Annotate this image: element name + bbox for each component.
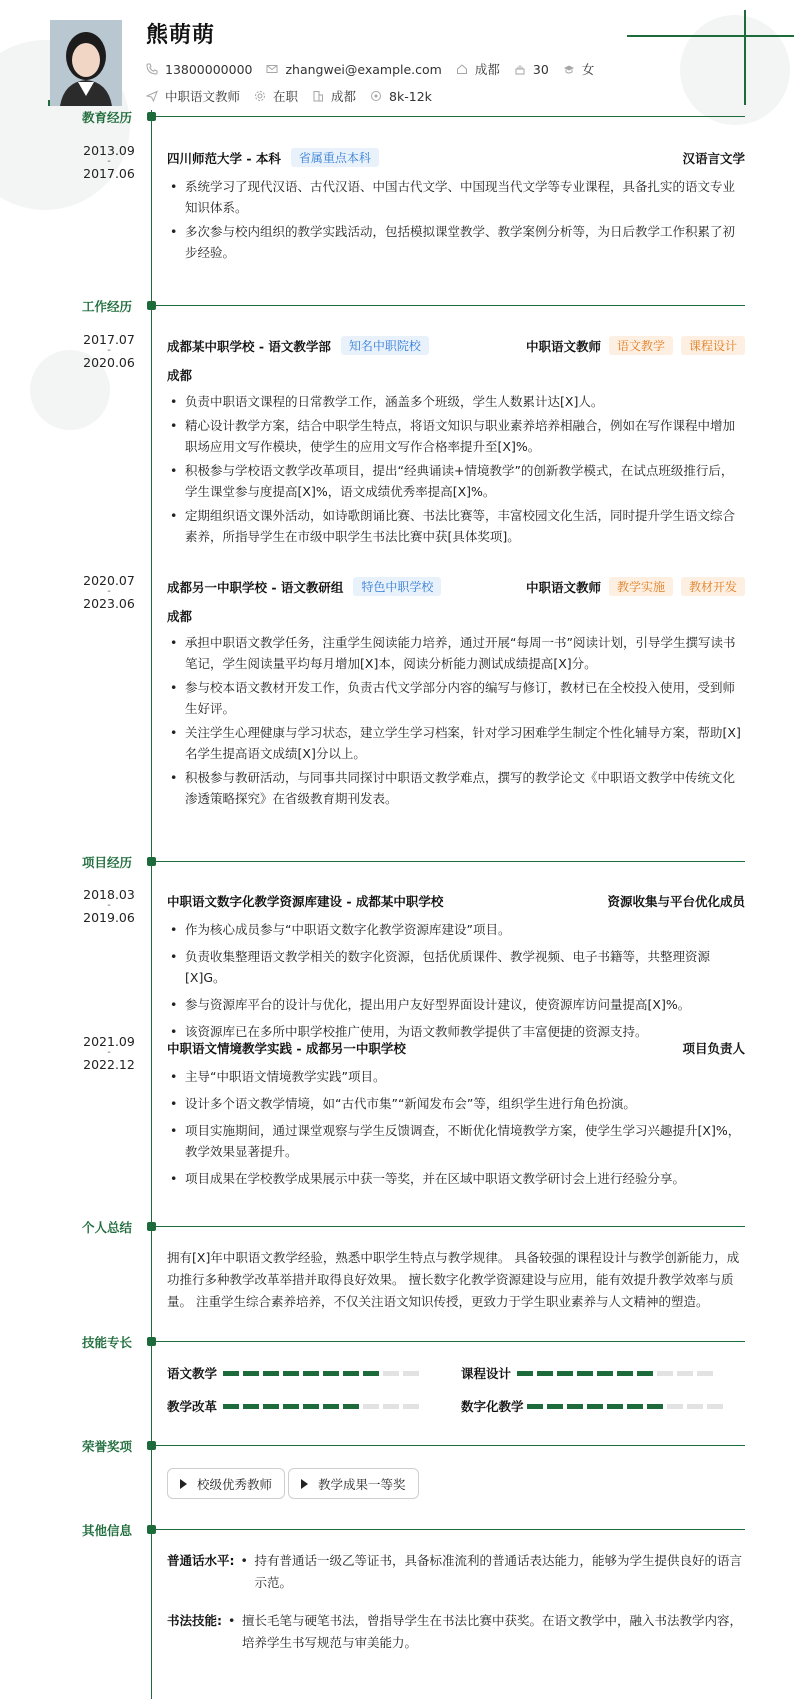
honor-label: 教学成果一等奖	[318, 1476, 406, 1492]
skill-level-segment	[607, 1404, 623, 1409]
date-separator: -	[107, 156, 111, 167]
section-summary-header	[0, 1218, 794, 1238]
email-text: zhangwei@example.com	[285, 61, 442, 77]
section-title: 工作经历	[82, 299, 133, 314]
org-tag: 知名中职院校	[341, 336, 429, 355]
contact-row	[146, 60, 594, 78]
section-marker	[147, 857, 156, 866]
org-name: 成都某中职学校 - 语文教学部	[167, 338, 331, 354]
coin-icon	[370, 90, 382, 102]
project-entry-header	[167, 892, 745, 910]
list-item: • 项目实施期间，通过课堂观察与学生反馈调查，不断优化情境教学方案，使学生学习兴趣提升[X]%，教学效果显著提升。	[167, 1120, 745, 1162]
cake-icon	[514, 63, 526, 75]
section-marker	[147, 1525, 156, 1534]
work-bullets	[167, 391, 745, 547]
date-range	[70, 888, 148, 924]
skill-level-segment	[537, 1371, 553, 1376]
skill-level-segment	[403, 1404, 419, 1409]
play-icon	[301, 1479, 308, 1489]
section-title: 教育经历	[82, 110, 133, 125]
date-end: 2023.06	[83, 596, 135, 611]
skill-level-segment	[303, 1404, 319, 1409]
skill-tag: 语文教学	[609, 336, 673, 355]
date-separator: -	[107, 1047, 111, 1058]
age-text: 30	[532, 61, 549, 77]
date-separator: -	[107, 900, 111, 911]
skill-level-segment	[557, 1371, 573, 1376]
skill-name: 语文教学	[167, 1366, 218, 1381]
gender-text: 女	[581, 62, 595, 77]
project-entry-header	[167, 1039, 745, 1057]
phone-icon	[146, 63, 158, 75]
skill-level-segment	[547, 1404, 563, 1409]
skill-item	[167, 1397, 419, 1415]
date-end: 2017.06	[83, 166, 135, 181]
skill-item	[461, 1364, 713, 1382]
section-marker	[147, 1337, 156, 1346]
list-item: • 主导“中职语文情境教学实践”项目。	[167, 1066, 745, 1087]
org-name: 成都另一中职学校 - 语文教研组	[167, 579, 344, 595]
skill-tag: 教学实施	[609, 577, 673, 596]
education-entry-header	[167, 148, 745, 167]
skill-level-segment	[223, 1404, 239, 1409]
skill-level-segment	[567, 1404, 583, 1409]
skill-level-segment	[263, 1404, 279, 1409]
target-city-item	[312, 87, 356, 105]
work-entry-header	[167, 336, 745, 355]
date-range	[70, 1035, 148, 1071]
phone-text: 13800000000	[165, 61, 253, 77]
skill-item	[461, 1397, 723, 1415]
skill-level-segment	[323, 1404, 339, 1409]
list-item: • 积极参与教研活动，与同事共同探讨中职语文教学难点，撰写的教学论文《中职语文教学中传统文化渗透策略探究》在省级教育期刊发表。	[167, 767, 745, 809]
target-city-text: 成都	[331, 89, 357, 104]
honor-chip	[288, 1468, 419, 1499]
skill-level-segment	[343, 1404, 359, 1409]
role: 中职语文教师	[525, 338, 601, 354]
building-icon	[312, 90, 324, 102]
date-range	[70, 574, 148, 610]
section-skills-header	[0, 1333, 794, 1353]
section-education-header	[0, 108, 794, 128]
phone-item	[146, 62, 252, 77]
project-title: 中职语文数字化教学资源库建设 - 成都某中职学校	[167, 894, 444, 909]
decor-line	[627, 35, 794, 37]
email-item	[266, 62, 441, 77]
gender-item	[563, 60, 595, 78]
candidate-name: 熊萌萌	[146, 23, 216, 48]
work-city: 成都	[167, 609, 193, 624]
skill-level-segment	[697, 1371, 713, 1376]
job-target-item	[146, 87, 240, 105]
section-title: 个人总结	[82, 1220, 133, 1235]
date-separator: -	[107, 345, 111, 356]
age-item	[514, 62, 549, 77]
graduation-cap-icon	[563, 63, 575, 75]
section-marker	[147, 112, 156, 121]
skill-level-segment	[527, 1404, 543, 1409]
play-icon	[180, 1479, 187, 1489]
section-divider	[152, 861, 745, 862]
date-start: 2021.09	[83, 1034, 135, 1049]
school-tag: 省属重点本科	[291, 148, 379, 167]
skill-level-segment	[687, 1404, 703, 1409]
home-icon	[456, 63, 468, 75]
skill-level-segment	[587, 1404, 603, 1409]
honor-chip	[167, 1468, 285, 1499]
skill-level-segment	[343, 1371, 359, 1376]
other-info-value: • 擅长毛笔与硬笔书法，曾指导学生在书法比赛中获奖。在语文教学中，融入书法教学内容，培养学生书写规范与审美能力。	[222, 1610, 747, 1654]
list-item: • 精心设计教学方案，结合中职学生特点，将语文知识与职业素养培养相融合，例如在写作课程中增加职场应用文写作模块，使学生的应用文写作合格率提升至[X]%。	[167, 415, 745, 457]
section-title: 技能专长	[82, 1335, 133, 1350]
skill-level-segment	[243, 1371, 259, 1376]
skill-item	[167, 1364, 419, 1382]
list-item: • 负责收集整理语文教学相关的数字化资源，包括优质课件、教学视频、电子书籍等，共整理资源[X]G。	[167, 946, 745, 988]
section-title: 荣誉奖项	[82, 1439, 133, 1454]
section-title: 项目经历	[82, 855, 133, 870]
date-start: 2013.09	[83, 143, 135, 158]
list-item: • 承担中职语文教学任务，注重学生阅读能力培养，通过开展“每周一书”阅读计划，引导学生撰写读书笔记，学生阅读量平均每月增加[X]本，阅读分析能力测试成绩提高[X]分。	[167, 632, 745, 674]
city-item	[456, 60, 500, 78]
skill-level-segment	[577, 1371, 593, 1376]
skill-level-segment	[223, 1371, 239, 1376]
other-info-key: 书法技能:	[167, 1613, 222, 1628]
honor-label: 校级优秀教师	[197, 1476, 273, 1492]
skill-level-bar	[223, 1371, 419, 1376]
mail-icon	[266, 63, 278, 75]
skill-level-segment	[363, 1371, 379, 1376]
skill-level-bar	[223, 1404, 419, 1409]
date-range	[70, 333, 148, 369]
other-info-key: 普通话水平:	[167, 1553, 235, 1568]
list-item: • 关注学生心理健康与学习状态，建立学生学习档案，针对学习困难学生制定个性化辅导方案，帮助[X]名学生提高语文成绩[X]分以上。	[167, 722, 745, 764]
skill-level-segment	[363, 1404, 379, 1409]
list-item: • 参与校本语文教材开发工作，负责古代文学部分内容的编写与修订，教材已在全校投入使用，受到师生好评。	[167, 677, 745, 719]
section-divider	[152, 1529, 745, 1530]
section-divider	[152, 305, 745, 306]
skill-level-segment	[283, 1404, 299, 1409]
section-work-header	[0, 297, 794, 317]
other-info-value: • 持有普通话一级乙等证书，具备标准流利的普通话表达能力，能够为学生提供良好的语言示范。	[235, 1550, 748, 1594]
skill-level-segment	[263, 1371, 279, 1376]
skill-level-segment	[383, 1404, 399, 1409]
list-item: • 项目成果在学校教学成果展示中获一等奖，并在区域中职语文教学研讨会上进行经验分享。	[167, 1168, 745, 1189]
date-start: 2020.07	[83, 573, 135, 588]
summary-text: 拥有[X]年中职语文教学经验，熟悉中职学生特点与教学规律。 具备较强的课程设计与教学创新能力，成功推行多种教学改革举措并取得良好效果。 擅长数字化教学资源建设与应用，能有效提升教学效率与质量。 注重学生综合素养培养，不仅关注语文知识传授，更致力于学生职业素养与人文精神的塑造。	[167, 1250, 740, 1309]
salary-text: 8k-12k	[389, 88, 432, 104]
work-city: 成都	[167, 368, 193, 383]
skill-level-segment	[323, 1371, 339, 1376]
list-item: • 设计多个语文教学情境，如“古代市集”“新闻发布会”等，组织学生进行角色扮演。	[167, 1093, 745, 1114]
skill-level-segment	[617, 1371, 633, 1376]
skill-level-segment	[517, 1371, 533, 1376]
skill-name: 数字化教学	[461, 1399, 524, 1414]
skill-level-segment	[707, 1404, 723, 1409]
skill-level-segment	[243, 1404, 259, 1409]
city-text: 成都	[474, 62, 500, 77]
skill-level-segment	[657, 1371, 673, 1376]
skill-level-bar	[527, 1404, 723, 1409]
project-bullets	[167, 1066, 745, 1189]
date-end: 2019.06	[83, 910, 135, 925]
project-bullets	[167, 919, 745, 1042]
status-text: 在职	[273, 89, 299, 104]
skill-level-segment	[403, 1371, 419, 1376]
salary-item	[370, 89, 432, 104]
list-item: • 定期组织语文课外活动，如诗歌朗诵比赛、书法比赛等，丰富校园文化生活，同时提升学生语文综合素养，所指导学生在市级中职学生书法比赛中获[具体奖项]。	[167, 505, 745, 547]
date-end: 2020.06	[83, 355, 135, 370]
avatar	[50, 20, 122, 106]
skill-level-segment	[597, 1371, 613, 1376]
decor-line	[744, 10, 746, 105]
skill-level-segment	[283, 1371, 299, 1376]
section-marker	[147, 1441, 156, 1450]
list-item: • 负责中职语文课程的日常教学工作，涵盖多个班级，学生人数累计达[X]人。	[167, 391, 745, 412]
job-target-text: 中职语文教师	[165, 89, 241, 104]
section-projects-header	[0, 853, 794, 873]
gear-icon	[254, 90, 266, 102]
skill-tag: 课程设计	[681, 336, 745, 355]
school-name: 四川师范大学 - 本科	[167, 150, 281, 166]
skill-level-segment	[627, 1404, 643, 1409]
major: 汉语言文学	[682, 150, 745, 166]
list-item: • 系统学习了现代汉语、古代汉语、中国古代文学、中国现当代文学等专业课程，具备扎实的语文专业知识体系。	[167, 176, 745, 218]
section-honors-header	[0, 1437, 794, 1457]
section-marker	[147, 301, 156, 310]
skill-level-bar	[517, 1371, 713, 1376]
skill-level-segment	[637, 1371, 653, 1376]
project-title: 中职语文情境教学实践 - 成都另一中职学校	[167, 1041, 406, 1056]
send-icon	[146, 90, 158, 102]
timeline-axis	[151, 110, 152, 1699]
skill-level-segment	[667, 1404, 683, 1409]
status-item	[254, 87, 298, 105]
date-range	[70, 144, 148, 180]
list-item: • 作为核心成员参与“中职语文数字化教学资源库建设”项目。	[167, 919, 745, 940]
list-item: • 该资源库已在多所中职学校推广使用，为语文教师教学提供了丰富便捷的资源支持。	[167, 1021, 745, 1042]
other-info-item	[167, 1550, 747, 1594]
date-start: 2018.03	[83, 887, 135, 902]
project-role: 资源收集与平台优化成员	[607, 894, 745, 909]
project-role: 项目负责人	[682, 1041, 745, 1056]
work-bullets	[167, 632, 745, 809]
skill-name: 教学改革	[167, 1399, 218, 1414]
section-marker	[147, 1222, 156, 1231]
section-divider	[152, 1445, 745, 1446]
date-end: 2022.12	[83, 1057, 135, 1072]
date-start: 2017.07	[83, 332, 135, 347]
section-divider	[152, 116, 745, 117]
work-entry-header	[167, 577, 745, 596]
skill-level-segment	[677, 1371, 693, 1376]
section-divider	[152, 1226, 745, 1227]
date-separator: -	[107, 586, 111, 597]
list-item: • 多次参与校内组织的教学实践活动，包括模拟课堂教学、教学案例分析等，为日后教学工作积累了初步经验。	[167, 221, 745, 263]
list-item: • 参与资源库平台的设计与优化，提出用户友好型界面设计建议，使资源库访问量提高[X]%。	[167, 994, 745, 1015]
section-divider	[152, 1341, 745, 1342]
skill-tag: 教材开发	[681, 577, 745, 596]
role: 中职语文教师	[525, 579, 601, 595]
section-title: 其他信息	[82, 1523, 133, 1538]
skill-level-segment	[383, 1371, 399, 1376]
other-info-item	[167, 1610, 747, 1654]
section-other-header	[0, 1521, 794, 1541]
org-tag: 特色中职学校	[353, 577, 441, 596]
skill-name: 课程设计	[461, 1366, 512, 1381]
skill-level-segment	[303, 1371, 319, 1376]
education-bullets	[167, 176, 745, 263]
list-item: • 积极参与学校语文教学改革项目，提出“经典诵读+情境教学”的创新教学模式，在试点班级推行后，学生课堂参与度提高[X]%，语文成绩优秀率提高[X]%。	[167, 460, 745, 502]
skill-level-segment	[647, 1404, 663, 1409]
job-row	[146, 87, 432, 105]
